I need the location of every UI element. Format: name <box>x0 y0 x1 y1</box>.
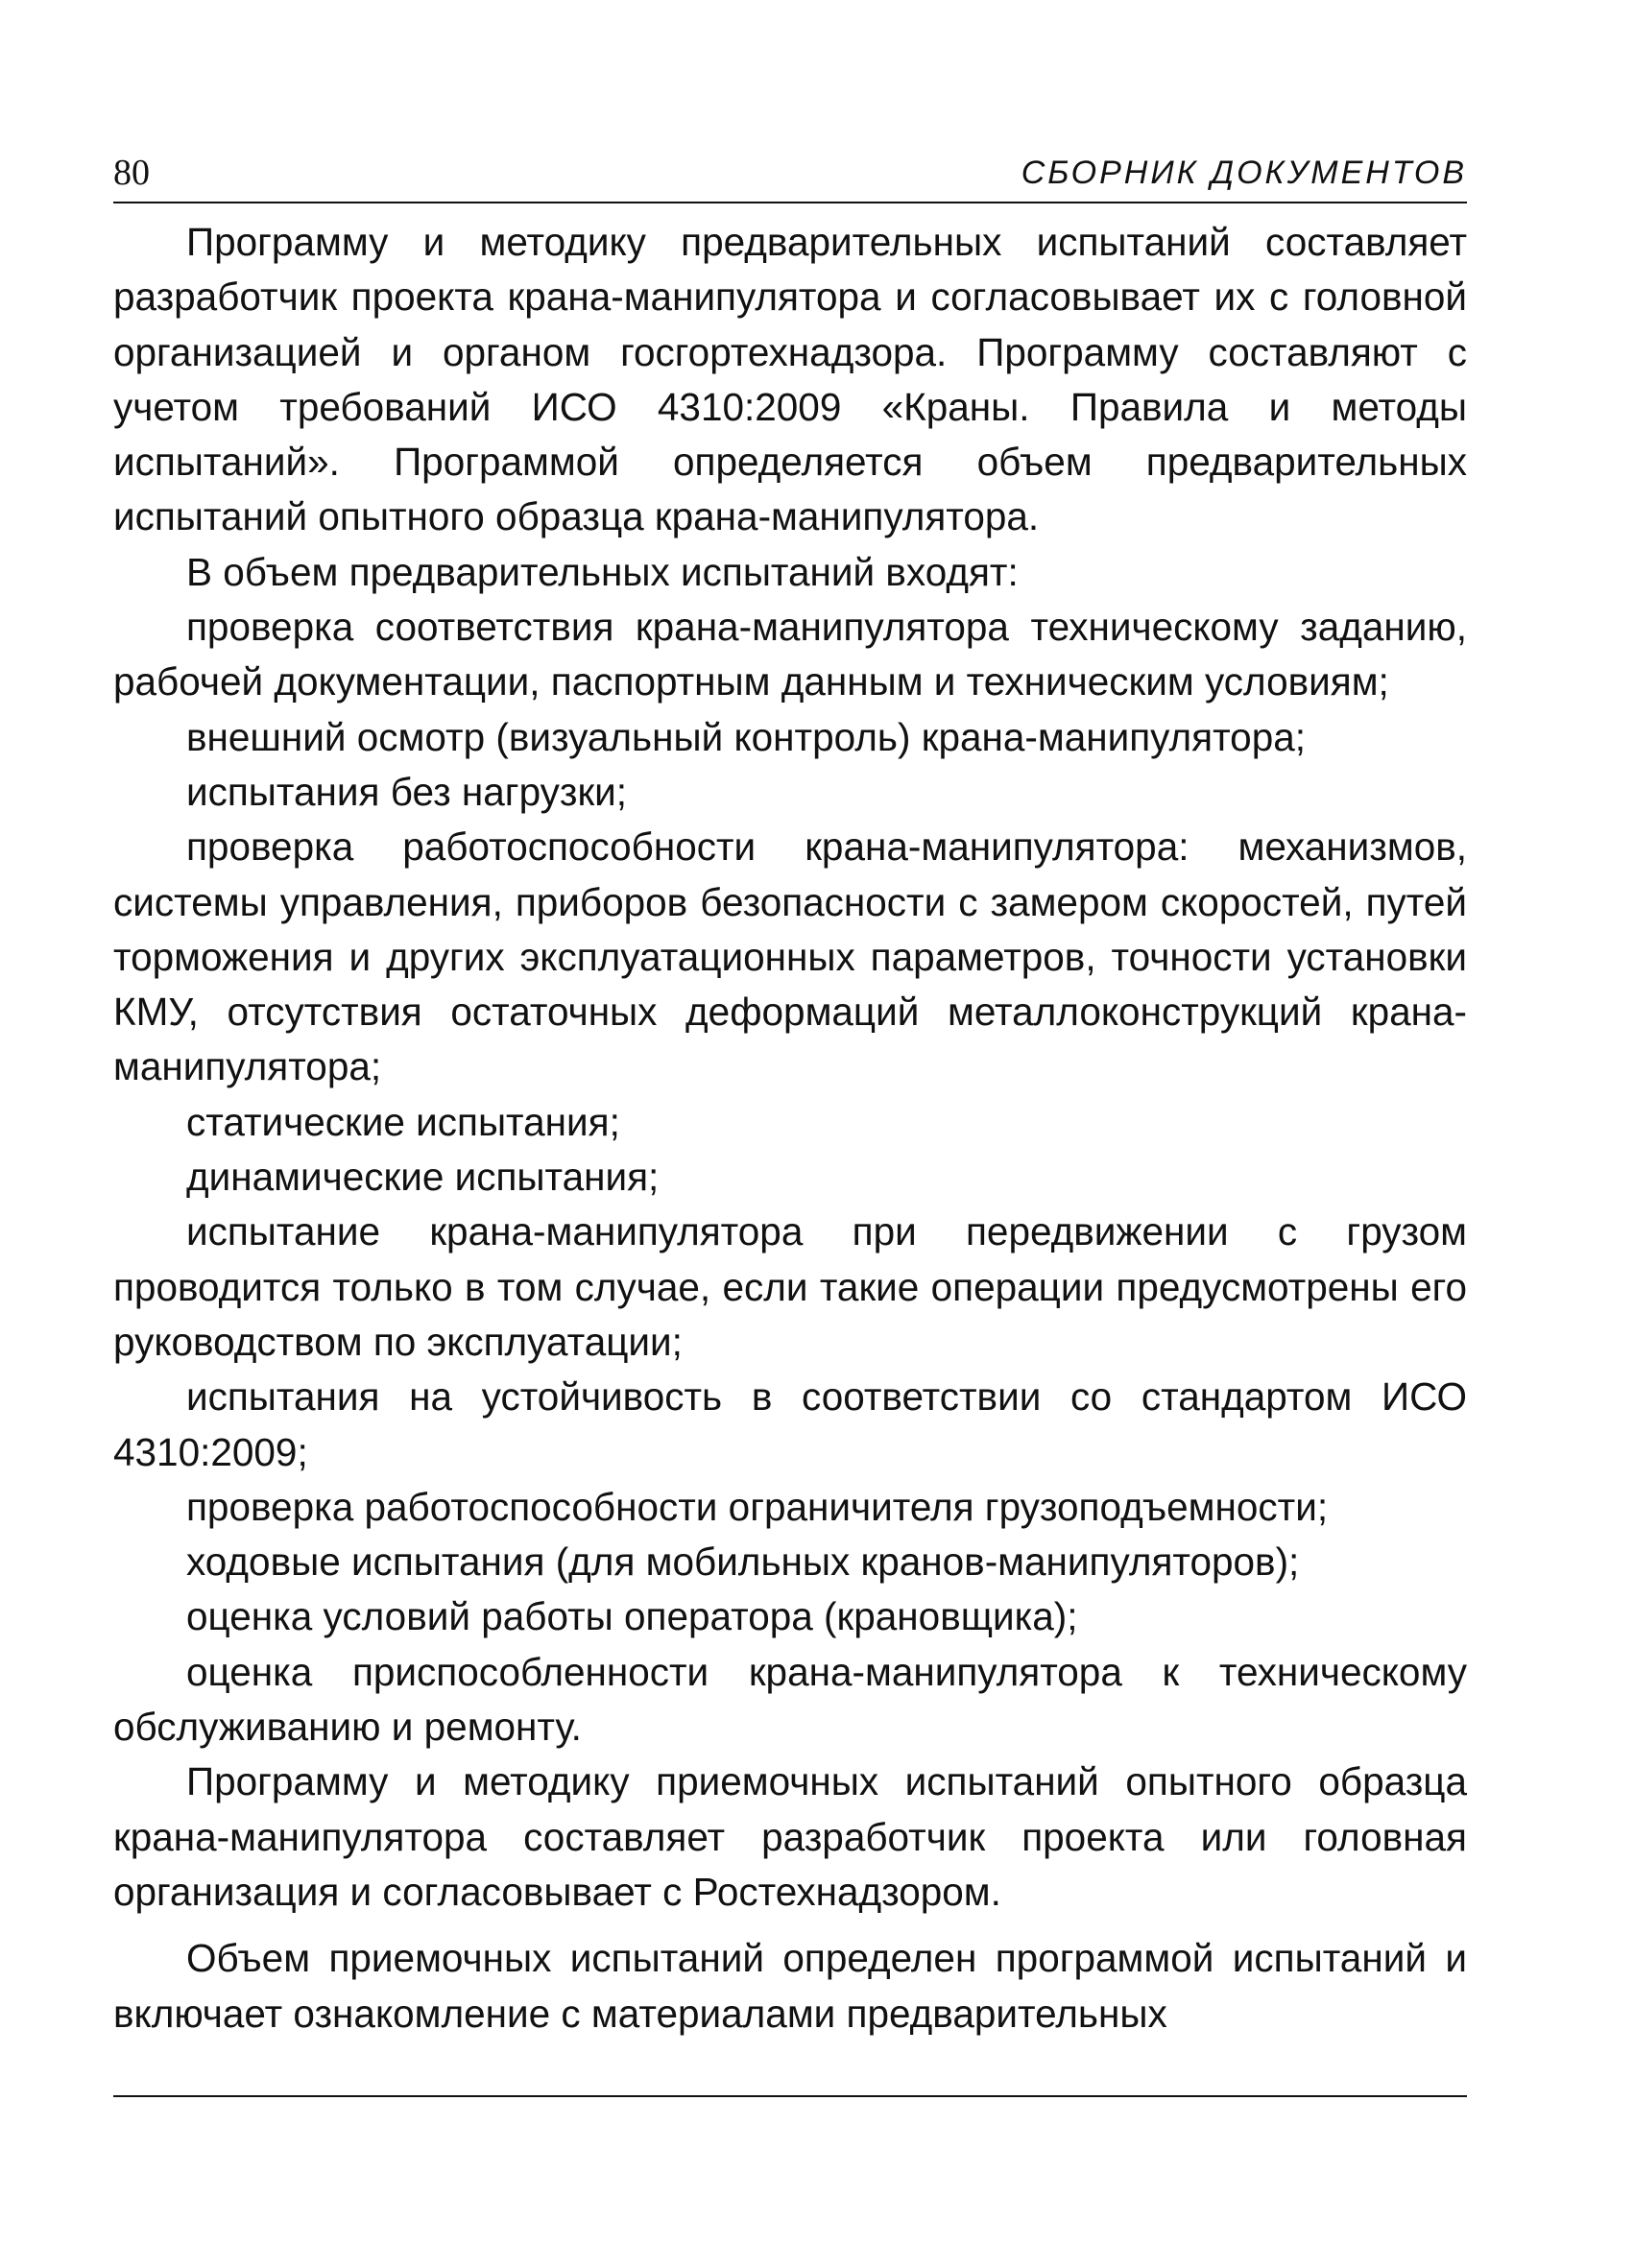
page-number: 80 <box>113 153 150 193</box>
paragraph: Программу и методику приемочных испытаний опытного образца крана-манипулятора составляет разработчик проекта или головная организация и согласовывает с Ростехнадзором. <box>113 1759 1467 1914</box>
list-item: проверка соответствия крана-манипулятора техническому заданию, рабочей документации, паспортным данным и техническим условиям; <box>113 605 1467 704</box>
list-item: проверка работоспособности крана-манипулятора: механизмов, системы управления, приборов безопасности с замером скоростей, путей торможения и других эксплуатационных параметров, точности установки КМУ, отсутствия остаточных деформаций металлоконструкций крана-манипулятора; <box>113 824 1467 1089</box>
footer-divider <box>113 2095 1467 2097</box>
list-item: испытания на устойчивость в соответствии со стандартом ИСО 4310:2009; <box>113 1374 1467 1474</box>
list-item: проверка работоспособности ограничителя грузоподъемности; <box>186 1484 1329 1529</box>
list-item: оценка приспособленности крана-манипулятора к техническому обслуживанию и ремонту. <box>113 1649 1467 1750</box>
paragraph: Программу и методику предварительных испытаний составляет разработчик проекта крана-манипулятора и согласовывает их с головной организацией и органом госгортехнадзора. Программу составляют с учетом требований ИСО 4310:2009 «Краны. Правила и методы испытаний». Программой определяется объем предварительных испытаний опытного образца крана-манипулятора. <box>113 220 1467 539</box>
paragraph: В объем предварительных испытаний входят: <box>186 549 1019 594</box>
running-title: СБОРНИК ДОКУМЕНТОВ <box>1021 155 1467 191</box>
list-item: ходовые испытания (для мобильных кранов-манипуляторов); <box>186 1540 1300 1585</box>
list-item: испытания без нагрузки; <box>186 769 628 814</box>
page-header <box>113 144 1467 203</box>
list-item: внешний осмотр (визуальный контроль) крана-манипулятора; <box>186 714 1306 759</box>
list-item: динамические испытания; <box>186 1155 660 1200</box>
list-item: испытание крана-манипулятора при передвижении с грузом проводится только в том случае, если такие операции предусмотрены его руководством по эксплуатации; <box>113 1209 1467 1364</box>
paragraph: Объем приемочных испытаний определен программой испытаний и включает ознакомление с материалами предварительных <box>113 1936 1467 2036</box>
body-text <box>113 215 1467 2041</box>
list-item: оценка условий работы оператора (крановщика); <box>186 1594 1078 1639</box>
list-item: статические испытания; <box>186 1099 620 1144</box>
